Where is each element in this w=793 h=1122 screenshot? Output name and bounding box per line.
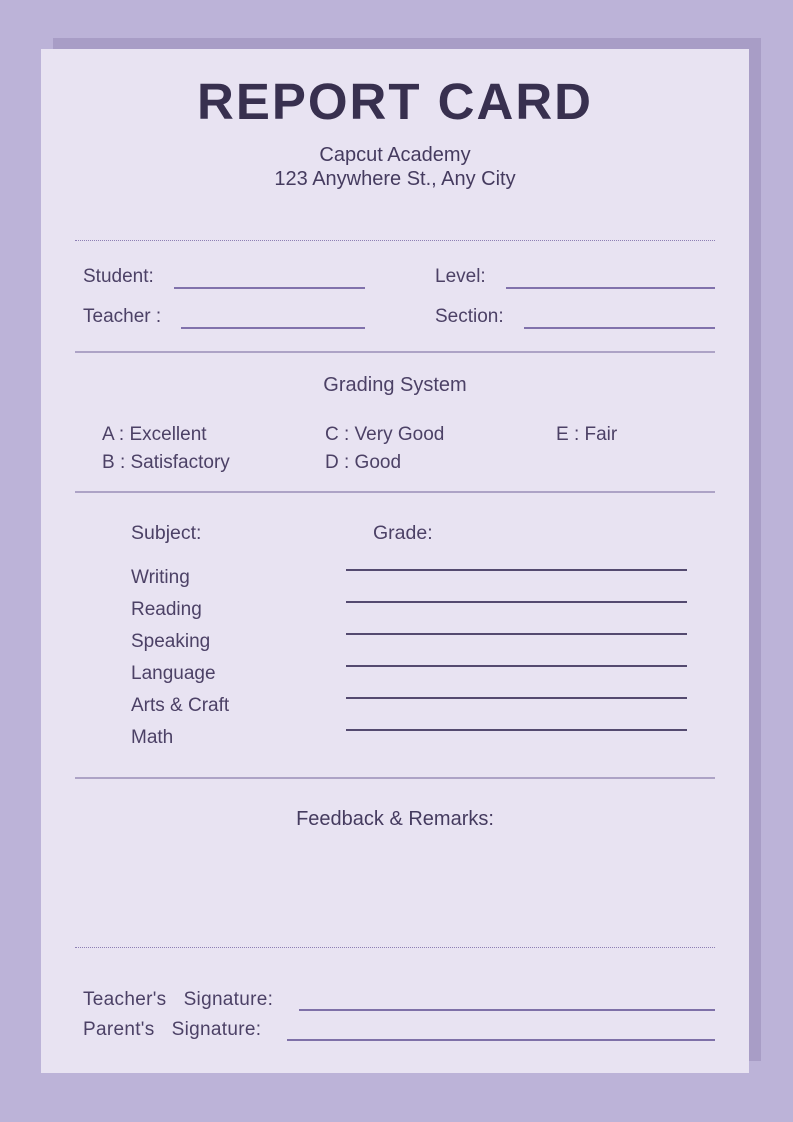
table-row-writing xyxy=(131,567,715,599)
level-label: Level: xyxy=(435,266,486,287)
student-input-line[interactable] xyxy=(174,287,365,289)
table-row-arts-craft xyxy=(131,695,715,727)
school-address: 123 Anywhere St., Any City xyxy=(274,168,516,190)
grading-item-b: B : Satisfactory xyxy=(102,452,230,473)
teacher-field xyxy=(75,299,395,329)
table-row-speaking xyxy=(131,631,715,663)
parent-signature-row xyxy=(83,1011,715,1041)
student-field xyxy=(75,259,395,289)
school-name: Capcut Academy xyxy=(319,144,471,166)
grades-table xyxy=(75,567,715,759)
teacher-signature-label: Teacher's Signature: xyxy=(83,989,274,1010)
grade-column-header: Grade: xyxy=(373,522,433,544)
subject-name: Writing xyxy=(131,567,190,588)
grade-input-line[interactable] xyxy=(346,601,687,603)
divider-solid-3 xyxy=(75,777,715,779)
level-field xyxy=(395,259,715,289)
feedback-remarks-heading: Feedback & Remarks: xyxy=(296,808,494,830)
section-field xyxy=(395,299,715,329)
level-input-line[interactable] xyxy=(506,287,715,289)
grading-item-c: C : Very Good xyxy=(325,424,445,445)
table-row-math xyxy=(131,727,715,759)
grades-table-header xyxy=(75,521,715,545)
parent-signature-label: Parent's Signature: xyxy=(83,1019,262,1040)
grading-item-e: E : Fair xyxy=(556,424,618,445)
signature-section xyxy=(75,981,715,1041)
divider-dotted-bottom xyxy=(75,947,715,948)
subject-name: Math xyxy=(131,727,174,748)
teacher-label: Teacher : xyxy=(83,306,162,327)
grade-input-line[interactable] xyxy=(346,665,687,667)
grading-system-legend xyxy=(75,421,715,477)
student-label: Student: xyxy=(83,266,154,287)
divider-dotted-top xyxy=(75,240,715,241)
grade-input-line[interactable] xyxy=(346,633,687,635)
student-info-section xyxy=(75,259,715,329)
grading-column-2 xyxy=(325,421,556,477)
subject-column-header: Subject: xyxy=(131,522,202,544)
teacher-signature-row xyxy=(83,981,715,1011)
grading-system-heading: Grading System xyxy=(323,374,467,396)
grading-column-1 xyxy=(102,421,325,477)
subject-name: Language xyxy=(131,663,216,684)
grade-input-line[interactable] xyxy=(346,569,687,571)
section-label: Section: xyxy=(435,306,504,327)
grade-input-line[interactable] xyxy=(346,697,687,699)
page-title: REPORT CARD xyxy=(196,73,593,130)
section-input-line[interactable] xyxy=(524,327,715,329)
divider-solid-2 xyxy=(75,491,715,493)
subject-name: Arts & Craft xyxy=(131,695,230,716)
school-info xyxy=(75,143,715,191)
subject-name: Reading xyxy=(131,599,202,620)
divider-solid-1 xyxy=(75,351,715,353)
subject-name: Speaking xyxy=(131,631,211,652)
report-card xyxy=(41,49,749,1073)
feedback-text-area[interactable] xyxy=(75,831,715,947)
table-row-reading xyxy=(131,599,715,631)
grading-item-a: A : Excellent xyxy=(102,424,207,445)
teacher-input-line[interactable] xyxy=(181,327,365,329)
teacher-signature-line[interactable] xyxy=(299,1009,715,1011)
table-row-language xyxy=(131,663,715,695)
parent-signature-line[interactable] xyxy=(287,1039,715,1041)
grade-input-line[interactable] xyxy=(346,729,687,731)
grading-column-3 xyxy=(556,421,715,477)
grading-item-d: D : Good xyxy=(325,452,402,473)
